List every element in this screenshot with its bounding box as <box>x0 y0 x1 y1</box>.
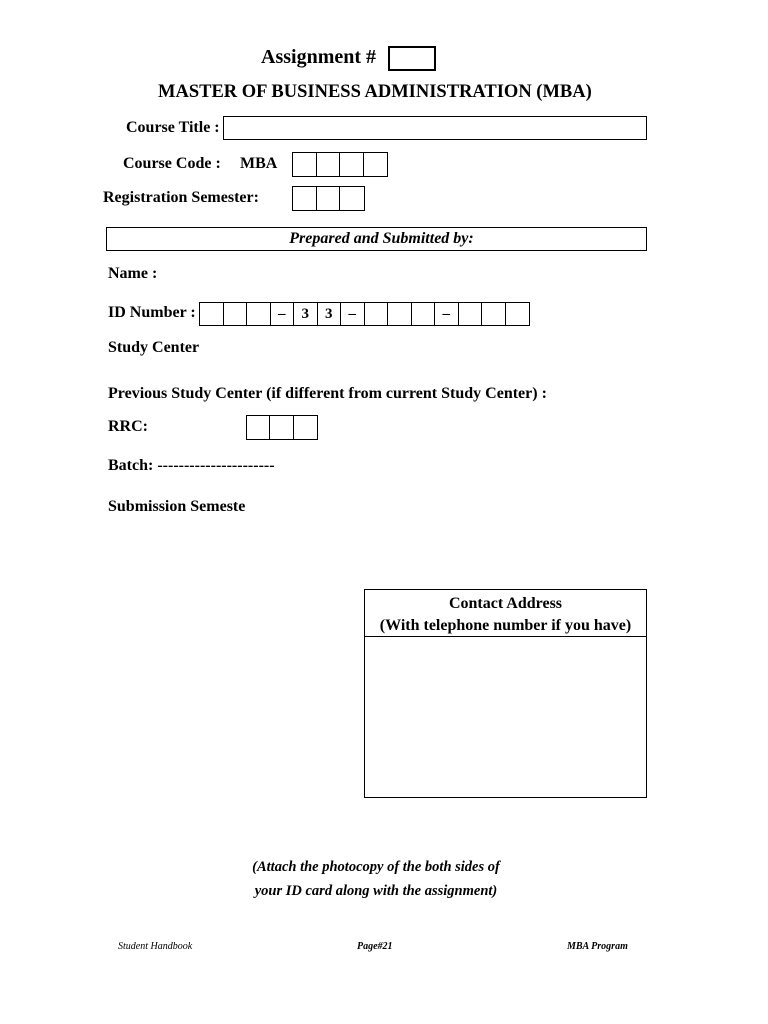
id-cell[interactable] <box>224 303 248 325</box>
assignment-number-box[interactable] <box>388 46 436 71</box>
id-cell[interactable] <box>482 303 506 325</box>
rrc-cell[interactable] <box>294 416 317 439</box>
registration-semester-cell[interactable] <box>340 187 364 210</box>
id-dash: – <box>341 303 365 325</box>
prepared-by-bar <box>106 227 647 251</box>
id-dash: – <box>435 303 459 325</box>
batch-label: Batch: ---------------------- <box>108 457 275 474</box>
id-cell[interactable] <box>412 303 436 325</box>
id-dash: – <box>271 303 295 325</box>
rrc-cell[interactable] <box>247 416 270 439</box>
id-cell[interactable] <box>247 303 271 325</box>
name-label: Name : <box>108 265 158 282</box>
registration-semester-cell[interactable] <box>293 187 317 210</box>
course-code-prefix: MBA <box>240 155 278 172</box>
study-center-label: Study Center <box>108 339 200 356</box>
id-cell: 3 <box>318 303 342 325</box>
rrc-cell[interactable] <box>270 416 293 439</box>
contact-address-header <box>365 590 646 637</box>
course-code-cell[interactable] <box>340 153 364 176</box>
prepared-by-label: Prepared and Submitted by: <box>289 230 474 247</box>
attachment-note-line-2: your ID card along with the assignment) <box>254 883 498 899</box>
registration-semester-label: Registration Semester: <box>103 189 259 206</box>
footer-left: Student Handbook <box>118 941 193 952</box>
id-number-cells[interactable] <box>199 302 530 326</box>
course-code-cell[interactable] <box>364 153 387 176</box>
id-number-label: ID Number : <box>108 304 196 321</box>
previous-study-center-label: Previous Study Center (if different from current Study Center) : <box>108 385 547 402</box>
footer-page-number: Page#21 <box>357 941 393 952</box>
contact-address-box[interactable] <box>364 589 647 798</box>
id-cell[interactable] <box>459 303 483 325</box>
program-title: MASTER OF BUSINESS ADMINISTRATION (MBA) <box>158 82 592 102</box>
course-title-label: Course Title : <box>126 119 220 136</box>
id-cell[interactable] <box>388 303 412 325</box>
contact-address-subtitle: (With telephone number if you have) <box>379 617 632 634</box>
rrc-cells[interactable] <box>246 415 318 440</box>
id-cell[interactable] <box>506 303 530 325</box>
course-code-cell[interactable] <box>317 153 341 176</box>
rrc-label: RRC: <box>108 418 148 435</box>
course-code-label: Course Code : <box>123 155 221 172</box>
course-title-field[interactable] <box>223 116 647 140</box>
attachment-note <box>200 855 552 903</box>
footer-right: MBA Program <box>567 941 628 952</box>
id-cell: 3 <box>294 303 318 325</box>
id-cell[interactable] <box>365 303 389 325</box>
id-cell[interactable] <box>200 303 224 325</box>
attachment-note-line-1: (Attach the photocopy of the both sides of <box>252 859 500 875</box>
course-code-cells[interactable] <box>292 152 388 177</box>
registration-semester-cell[interactable] <box>317 187 341 210</box>
course-code-cell[interactable] <box>293 153 317 176</box>
assignment-label: Assignment # <box>261 46 377 68</box>
submission-semester-label: Submission Semeste <box>108 498 246 515</box>
contact-address-title: Contact Address <box>448 595 563 612</box>
registration-semester-cells[interactable] <box>292 186 365 211</box>
